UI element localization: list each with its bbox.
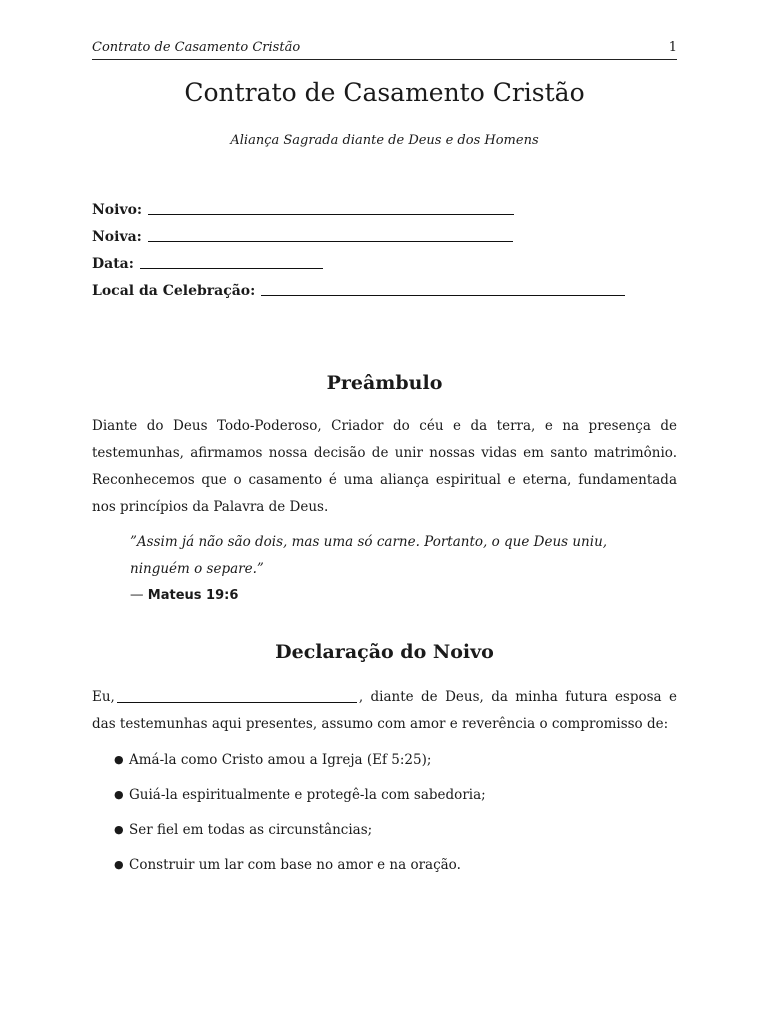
field-groom-label: Noivo:: [92, 202, 143, 218]
running-header: [92, 38, 677, 60]
contract-fields: [92, 200, 677, 308]
field-date: [92, 254, 677, 281]
list-item-text: Construir um lar com base no amor e na oração.: [129, 857, 461, 873]
bullet-icon: ●: [114, 858, 124, 871]
field-date-line[interactable]: [140, 254, 323, 269]
document-page: [92, 0, 677, 1024]
running-header-title: Contrato de Casamento Cristão: [92, 40, 301, 55]
document-subtitle: Aliança Sagrada diante de Deus e dos Homens: [230, 133, 539, 148]
field-venue: [92, 281, 677, 308]
field-venue-label: Local da Celebração:: [92, 283, 256, 299]
attribution-dash: —: [130, 587, 144, 603]
groom-declaration-intro: [92, 684, 677, 738]
document-title: Contrato de Casamento Cristão: [184, 78, 585, 107]
scripture-quote: ”Assim já não são dois, mas uma só carne. Portanto, o que Deus uniu, ninguém o separe.”: [130, 534, 608, 577]
preamble-text: Diante do Deus Todo-Poderoso, Criador do céu e da terra, e na presença de testemunhas, afirmamos nossa decisão de unir nossas vidas em santo matrimônio. Reconhecemos que o casamento é uma aliança espiritual e eterna, fundamentada nos princípios da Palavra de Deus.: [92, 418, 677, 515]
intro-before: Eu,: [92, 689, 115, 705]
list-item-text: Amá-la como Cristo amou a Igreja (Ef 5:25);: [129, 752, 432, 768]
list-item: [114, 855, 674, 890]
field-bride: [92, 227, 677, 254]
field-groom-line[interactable]: [148, 200, 514, 215]
list-item-text: Guiá-la espiritualmente e protegê-la com sabedoria;: [129, 787, 486, 803]
field-bride-label: Noiva:: [92, 229, 142, 245]
list-item-text: Ser fiel em todas as circunstâncias;: [129, 822, 373, 838]
groom-declaration-heading: Declaração do Noivo: [275, 641, 494, 663]
field-venue-line[interactable]: [261, 281, 625, 296]
list-item: [114, 785, 674, 820]
bullet-icon: ●: [114, 823, 124, 836]
preamble-heading: Preâmbulo: [326, 372, 443, 394]
page-number: 1: [668, 40, 677, 55]
bullet-icon: ●: [114, 753, 124, 766]
field-date-label: Data:: [92, 256, 134, 272]
list-item: [114, 820, 674, 855]
intro-after: , diante de Deus, da minha futura esposa e das testemunhas aqui presentes, assumo com amor e reverência o compromisso de:: [92, 689, 677, 732]
groom-commitments-list: [114, 750, 674, 890]
list-item: [114, 750, 674, 785]
scripture-reference: Mateus 19:6: [147, 588, 239, 603]
groom-name-line[interactable]: [117, 688, 357, 703]
field-bride-line[interactable]: [148, 227, 513, 242]
bullet-icon: ●: [114, 788, 124, 801]
field-groom: [92, 200, 677, 227]
scripture-attribution: [130, 585, 238, 606]
